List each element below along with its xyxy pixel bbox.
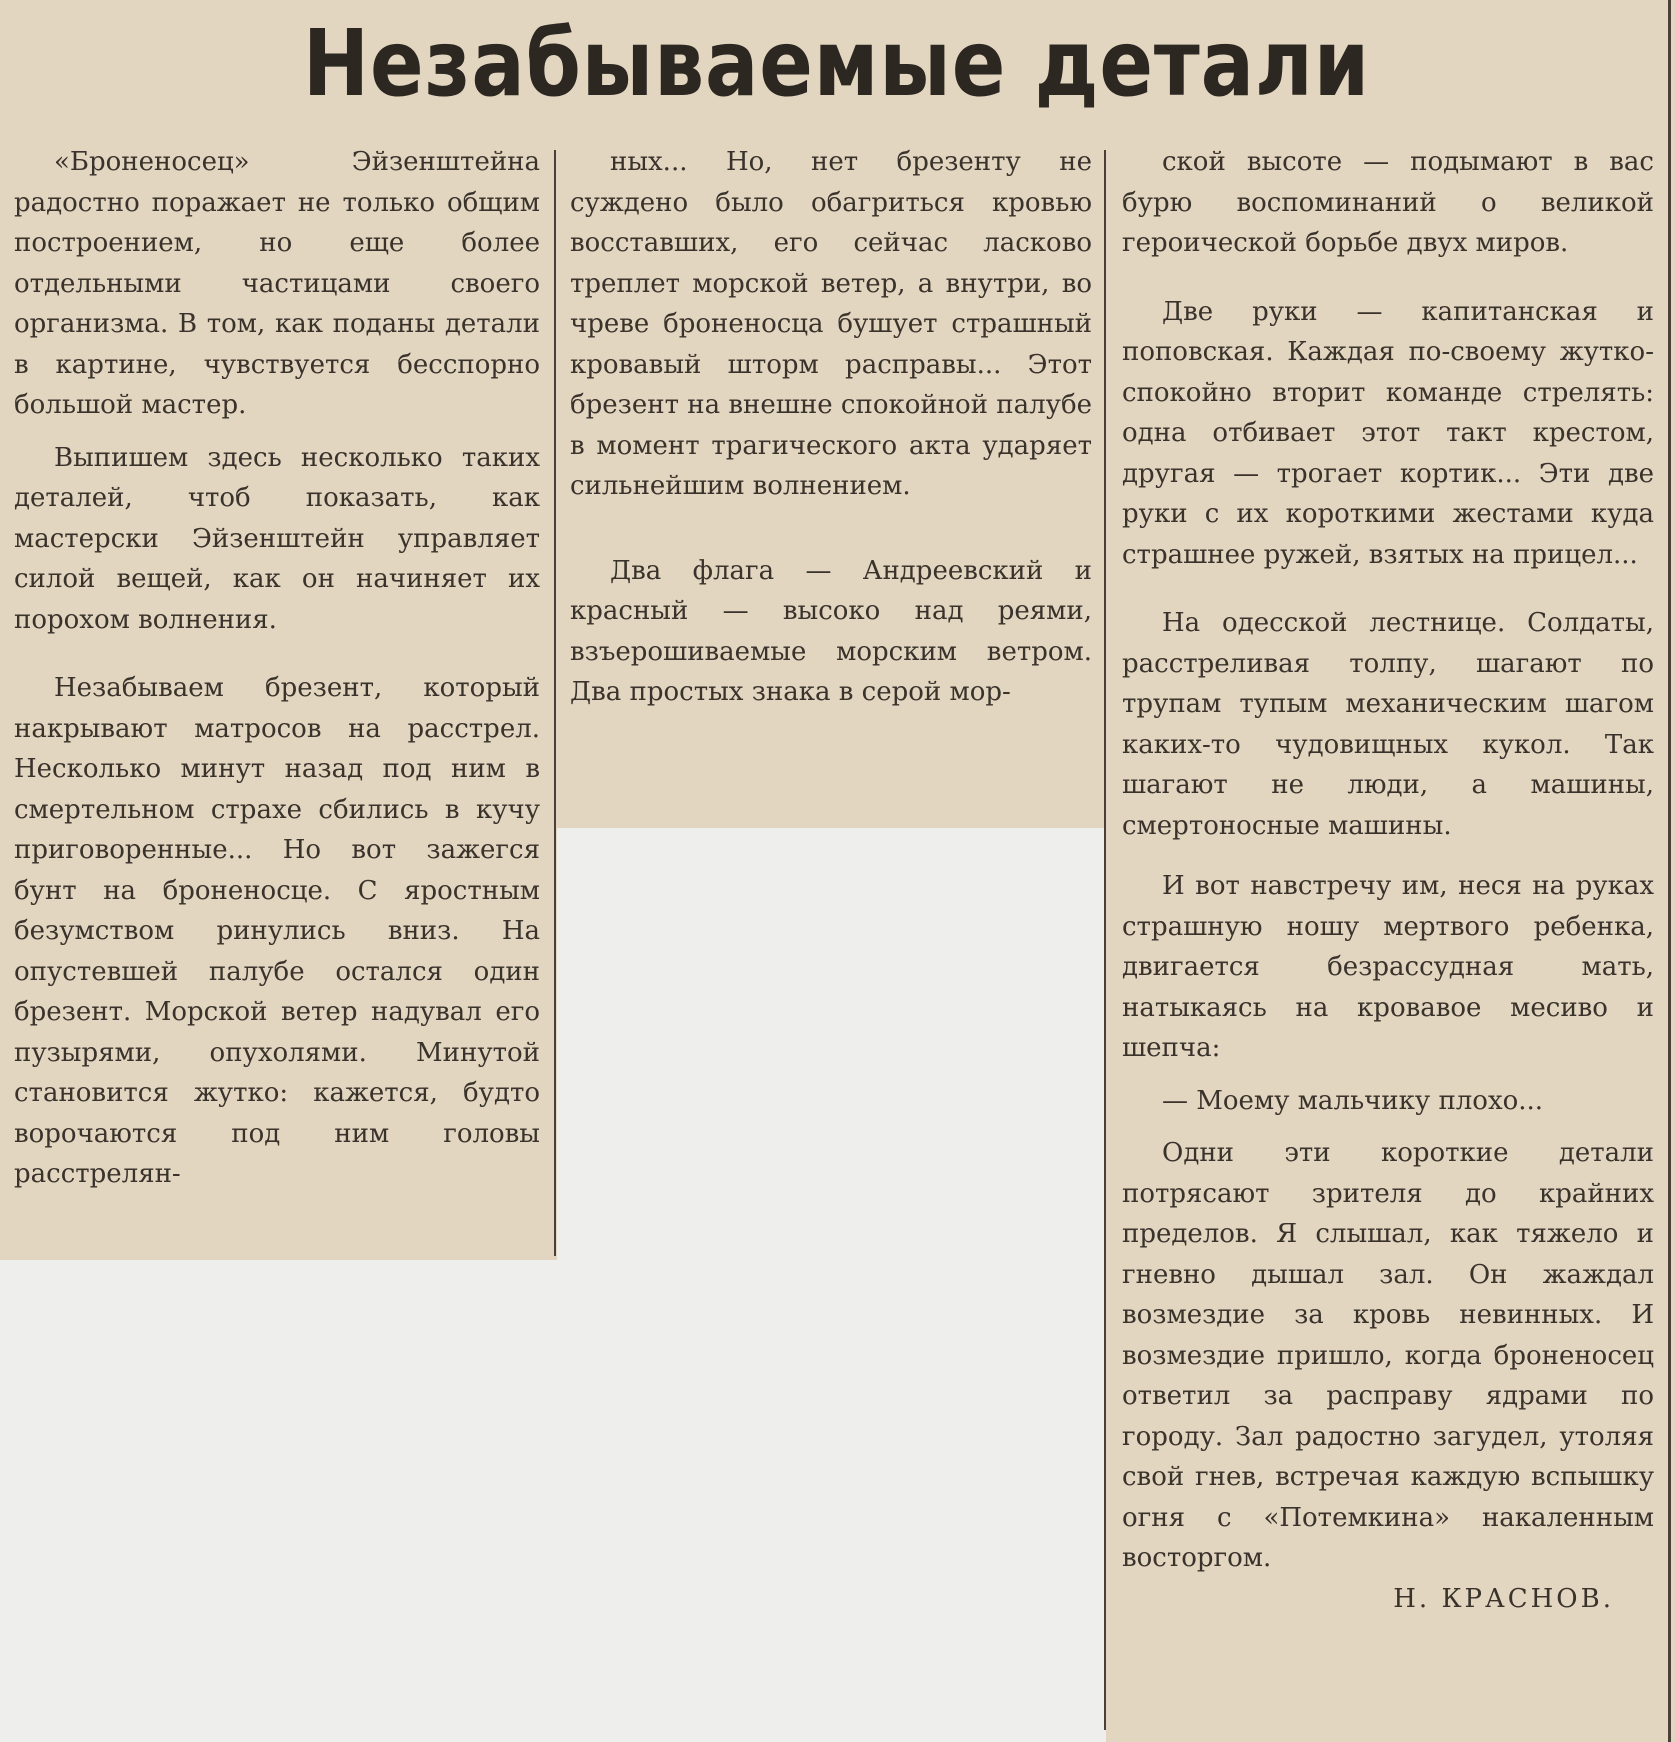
article-column-1	[14, 142, 540, 1195]
paragraph: И вот навстречу им, неся на руках страшную ношу мертвого ребенка, двигается безрассудная мать, натыкаясь на кровавое месиво и шепча:	[1122, 871, 1654, 1063]
article-column-3	[1122, 142, 1654, 1619]
column-divider	[1104, 150, 1106, 1730]
article-headline: Незабываемые детали	[302, 10, 1371, 117]
paragraph: «Броненосец» Эйзенштейна радостно поражает не только общим построением, но еще более отдельными частицами своего организма. В том, как поданы детали в картине, чувствуется бесспорно большой мастер.	[14, 147, 540, 420]
paragraph: — Моему мальчику плохо...	[1162, 1085, 1544, 1116]
page-edge-rule	[1668, 0, 1671, 1742]
paragraph: ской высоте — подымают в вас бурю воспоминаний о великой героической борьбе двух миров.	[1122, 147, 1654, 258]
column-divider	[554, 150, 556, 1256]
article-column-2	[570, 142, 1092, 713]
paragraph: На одесской лестнице. Солдаты, расстреливая толпу, шагают по трупам тупым механическим шагом каких-то чудовищных кукол. Так шагают не люди, а машины, смертоносные машины.	[1122, 608, 1654, 841]
paragraph: Одни эти короткие детали потрясают зрителя до крайних пределов. Я слышал, как тяжело и гневно дышал зал. Он жаждал возмездие за кровь невинных. И возмездие пришло, когда броненосец ответил за расправу ядрами по городу. Зал радостно загудел, утоляя свой гнев, встречая каждую вспышку огня с «Потемкина» накаленным восторгом.	[1122, 1138, 1654, 1573]
author-signature: Н. КРАСНОВ.	[1393, 1583, 1614, 1614]
paragraph: Две руки — капитанская и поповская. Каждая по-своему жутко-спокойно вторит команде стрелять: одна отбивает этот такт крестом, другая — трогает кортик... Эти две руки с их короткими жестами куда страшнее ружей, взятых на прицел...	[1122, 296, 1654, 570]
paragraph: ных... Но, нет брезенту не суждено было обагриться кровью восставших, его сейчас ласково треплет морской ветер, а внутри, во чреве броненосца бушует страшный кровавый шторм расправы... Этот брезент на внешне спокойной палубе в момент трагического акта ударяет сильнейшим волнением.	[570, 147, 1092, 501]
paragraph: Выпишем здесь несколько таких деталей, чтоб показать, как мастерски Эйзенштейн управляет силой вещей, как он начиняет их порохом волнения.	[14, 442, 540, 635]
paragraph: Два флага — Андреевский и красный — высоко над реями, взъерошиваемые морским ветром. Два простых знака в серой мор-	[570, 555, 1092, 707]
paragraph: Незабываем брезент, который накрывают матросов на расстрел. Несколько минут назад под ним в смертельном страхе сбились в кучу приговоренные... Но вот зажегся бунт на броненосце. С яростным безумством ринулись вниз. На опустевшей палубе остался один брезент. Морской ветер надувал его пузырями, опухолями. Минутой становится жутко: кажется, будто ворочаются под ним головы расстрелян-	[14, 673, 540, 1189]
